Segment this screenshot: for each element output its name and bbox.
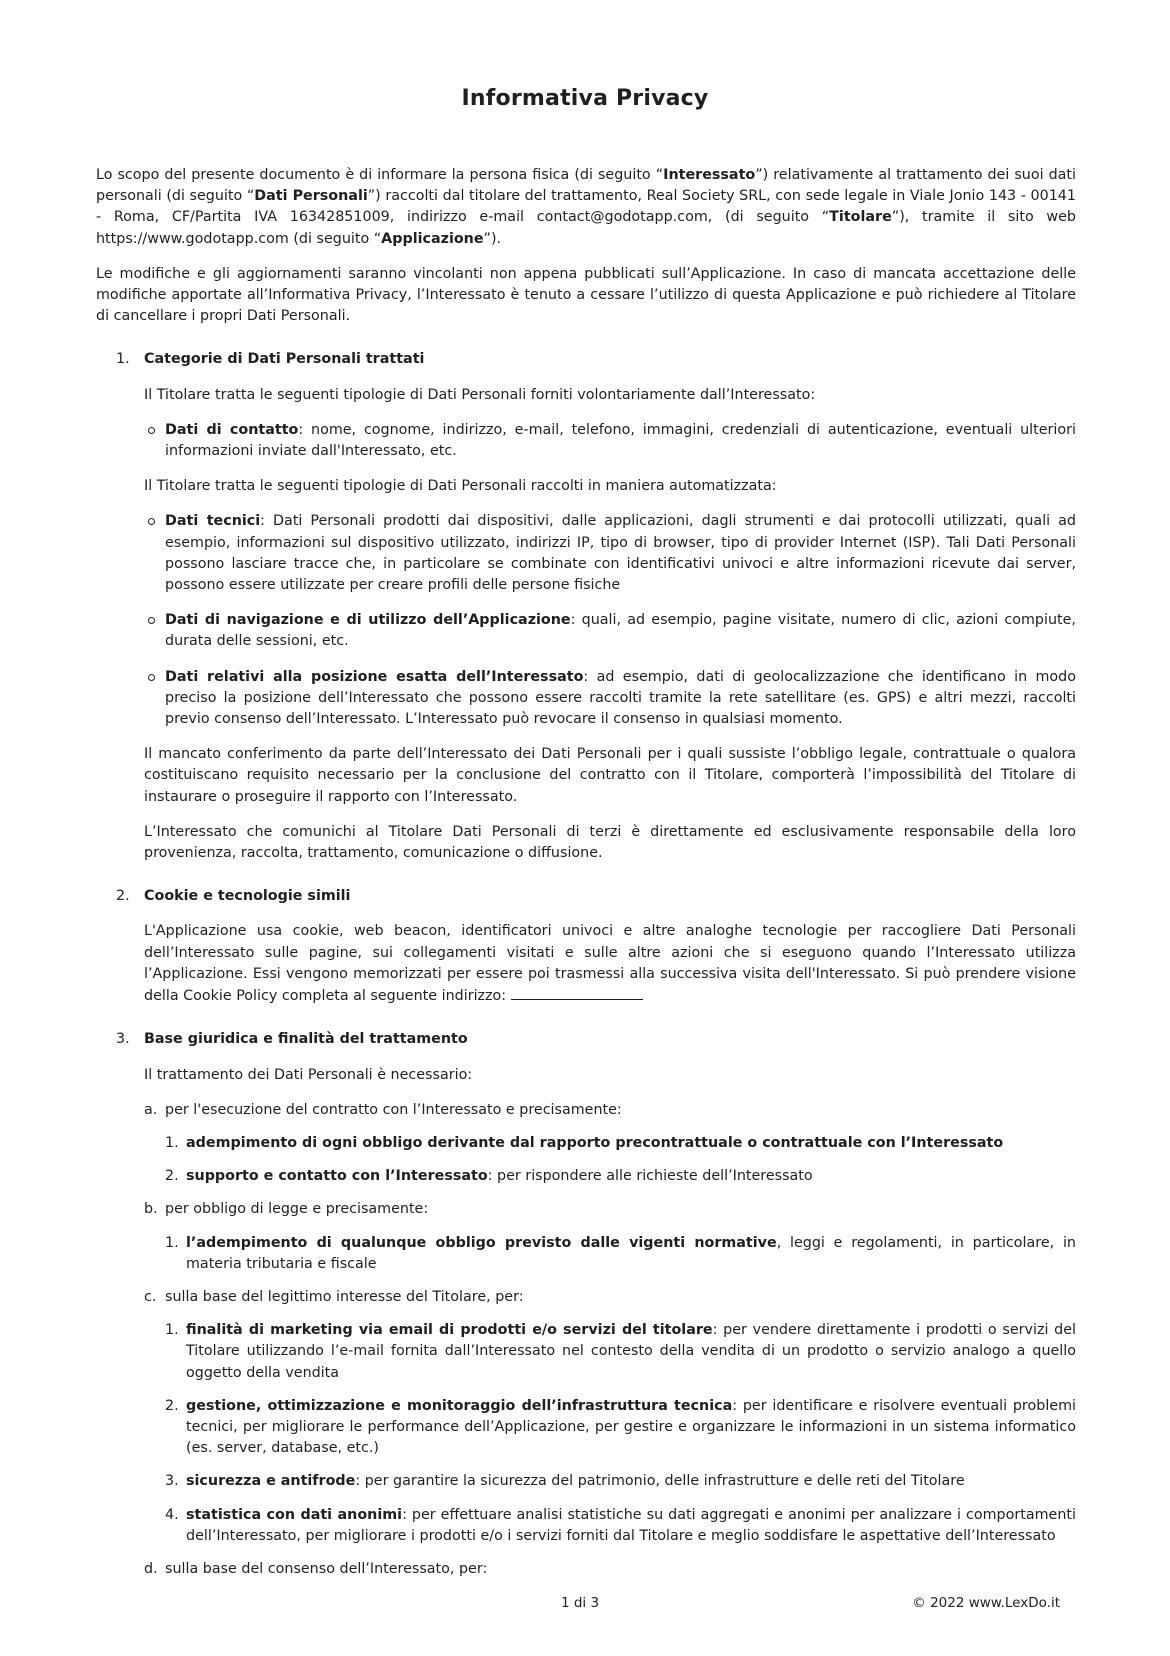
item-text: per obbligo di legge e precisamente: xyxy=(165,1201,429,1218)
item-text: sulla base del legittimo interesse del Titolare, per: xyxy=(165,1288,524,1305)
subitem-text: : per identificare e risolvere eventuali problemi tecnici, per migliorare le performance dell’Applicazione, per gestire e organizzare le informazioni in un sistema informatico (es. server, database, etc.) xyxy=(186,1397,1076,1457)
item-marker: 1. xyxy=(165,1234,179,1251)
section-paragraph: Il mancato conferimento da parte dell’Interessato dei Dati Personali per i quali sussiste l’obbligo legale, contrattuale o qualora costituiscano requisito necessario per la conclusione del contratto con il Titolare, comporterà l’impossibilità del Titolare di instaurare o proseguire il rapporto con l’Interessato. xyxy=(144,746,1076,805)
section-paragraph: L’Interessato che comunichi al Titolare Dati Personali di terzi è direttamente ed esclusivamente responsabile della loro provenienza, raccolta, trattamento, comunicazione o diffusione. xyxy=(144,823,1076,862)
lettered-item-d xyxy=(144,1559,1076,1580)
subitem-label: supporto e contatto con l’Interessato xyxy=(186,1168,488,1185)
item-marker: a. xyxy=(144,1101,158,1118)
subitem-label: finalità di marketing via email di prodotti e/o servizi del titolare xyxy=(186,1322,713,1339)
intro-term-dati-personali: Dati Personali xyxy=(254,188,368,205)
subitem-text: : per garantire la sicurezza del patrimonio, delle infrastrutture e delle reti del Titolare xyxy=(355,1473,965,1490)
subitem-label: gestione, ottimizzazione e monitoraggio dell’infrastruttura tecnica xyxy=(186,1397,733,1414)
item-marker: 2. xyxy=(165,1397,179,1414)
intro-paragraph-1 xyxy=(96,165,1076,250)
item-text: sulla base del consenso dell’Interessato, per: xyxy=(165,1560,488,1577)
lettered-item-c xyxy=(144,1287,1076,1547)
numbered-subitem xyxy=(165,1505,1076,1547)
subitem-label: statistica con dati anonimi xyxy=(186,1506,403,1523)
item-marker: d. xyxy=(144,1560,158,1577)
section-number: 1. xyxy=(116,351,130,368)
numbered-subitem xyxy=(165,1133,1076,1154)
section-paragraph xyxy=(144,921,1076,1007)
intro-text: ”). xyxy=(483,230,502,247)
item-marker: 3. xyxy=(165,1473,179,1490)
section-paragraph: Il Titolare tratta le seguenti tipologie di Dati Personali forniti volontariamente dall’Interessato: xyxy=(144,386,816,403)
cookie-policy-url-blank xyxy=(511,985,643,1000)
subitem-label: l’adempimento di qualunque obbligo previsto dalle vigenti normative xyxy=(186,1234,777,1251)
section-heading: Cookie e tecnologie simili xyxy=(144,888,351,905)
intro-term-interessato: Interessato xyxy=(663,167,756,183)
item-marker: c. xyxy=(144,1288,157,1305)
intro-text: ”), tramite il sito web https://www.godotapp.com (di seguito “ xyxy=(96,209,1076,247)
bullet-text: : quali, ad esempio, pagine visitate, numero di clic, azioni compiute, durata delle sessioni, etc. xyxy=(165,612,1076,650)
intro-term-applicazione: Applicazione xyxy=(381,230,484,247)
numbered-subitem xyxy=(165,1396,1076,1460)
section-number: 2. xyxy=(116,888,130,905)
numbered-subitem xyxy=(165,1166,1076,1187)
subitem-text: : per rispondere alle richieste dell’Interessato xyxy=(487,1168,813,1185)
lettered-item-b xyxy=(144,1199,1076,1275)
numbered-subitem xyxy=(165,1233,1076,1275)
bullet-item xyxy=(144,511,1076,596)
intro-term-titolare: Titolare xyxy=(829,209,892,226)
bullet-item xyxy=(144,610,1076,652)
item-marker: b. xyxy=(144,1201,158,1218)
bullet-item xyxy=(144,420,1076,462)
subitem-text: : per vendere direttamente i prodotti o servizi del Titolare utilizzando l’e-mail fornita dall’Interessato nel contesto della vendita di un prodotto o servizio analogo a quello oggetto della vendita xyxy=(186,1322,1076,1381)
subitem-text: : per effettuare analisi statistiche su dati aggregati e anonimi per analizzare i comportamenti dell’Interessato, per migliorare i prodotti e/o i servizi forniti dal Titolare e meglio soddisfare le aspettative dell’Interessato xyxy=(186,1506,1076,1544)
item-marker: 1. xyxy=(165,1322,179,1339)
page-number: 1 di 3 xyxy=(560,1595,600,1611)
bullet-label: Dati di contatto xyxy=(165,421,299,438)
bullet-label: Dati di navigazione e di utilizzo dell’Applicazione xyxy=(165,612,571,629)
item-text: per l'esecuzione del contratto con l’Interessato e precisamente: xyxy=(165,1101,622,1118)
subitem-label: sicurezza e antifrode xyxy=(186,1473,356,1490)
intro-text: ”) raccolti dal titolare del trattamento, Real Society SRL, con sede legale in Viale Jonio 143 - 00141 - Roma, CF/Partita IVA 16342851009, indirizzo e-mail contact@godotapp.com, (di seguito “ xyxy=(96,188,1076,226)
bullet-item xyxy=(144,667,1076,731)
section-heading: Categorie di Dati Personali trattati xyxy=(144,351,425,368)
lettered-item-a xyxy=(144,1100,1076,1188)
subitem-label: adempimento di ogni obbligo derivante dal rapporto precontrattuale o contrattuale con l’Interessato xyxy=(186,1134,1004,1151)
cookie-text: L'Applicazione usa cookie, web beacon, identificatori univoci e altre analoghe tecnologie per raccogliere Dati Personali dell’Interessato sulle pagine, sui collegamenti visitati e sulle altre azioni che si eseguono quando l’Interessato utilizza l’Applicazione. Essi vengono memorizzati per essere poi trasmessi alla successiva visita dell'Interessato. Si può prendere visione della Cookie Policy completa al seguente indirizzo: xyxy=(144,923,1076,1005)
section-2 xyxy=(96,886,1076,1007)
intro-text: ”) relativamente al trattamento dei suoi dati personali (di seguito “ xyxy=(96,167,1077,205)
item-marker: 1. xyxy=(165,1134,179,1151)
copyright-notice: © 2022 www.LexDo.it xyxy=(912,1595,1060,1611)
section-paragraph: Il trattamento dei Dati Personali è necessario: xyxy=(144,1066,473,1083)
document-body xyxy=(96,165,1076,1592)
subitem-text: , leggi e regolamenti, in particolare, in materia tributaria e fiscale xyxy=(186,1234,1076,1272)
section-number: 3. xyxy=(116,1031,130,1048)
intro-text: Lo scopo del presente documento è di informare la persona fisica (di seguito “ xyxy=(96,167,664,183)
bullet-text: : nome, cognome, indirizzo, e-mail, telefono, immagini, credenziali di autenticazione, eventuali ulteriori informazioni inviate dall'Interessato, etc. xyxy=(165,421,1076,460)
section-1 xyxy=(96,349,1076,864)
item-marker: 2. xyxy=(165,1168,179,1185)
item-marker: 4. xyxy=(165,1506,179,1523)
bullet-text: : Dati Personali prodotti dai dispositivi, dalle applicazioni, dagli strumenti e dai protocolli utilizzati, quali ad esempio, informazioni sul dispositivo utilizzato, indirizzi IP, tipo di browser, tipo di provider Internet (ISP). Tali Dati Personali possono lasciare tracce che, in particolare se combinate con identificativi univoci e altre informazioni ricevute dai server, possono essere utilizzate per creare profili delle persone fisiche xyxy=(165,513,1076,594)
numbered-subitem xyxy=(165,1471,1076,1492)
intro-paragraph-2: Le modifiche e gli aggiornamenti saranno vincolanti non appena pubblicati sull’Applicazione. In caso di mancata accettazione delle modifiche apportate all’Informativa Privacy, l’Interessato è tenuto a cessare l’utilizzo di questa Applicazione e può richiedere al Titolare di cancellare i propri Dati Personali. xyxy=(96,265,1076,325)
numbered-subitem xyxy=(165,1320,1076,1384)
bullet-label: Dati relativi alla posizione esatta dell’Interessato xyxy=(165,668,584,685)
section-3 xyxy=(96,1029,1076,1580)
section-heading: Base giuridica e finalità del trattamento xyxy=(144,1031,468,1048)
bullet-label: Dati tecnici xyxy=(165,513,261,530)
section-paragraph: Il Titolare tratta le seguenti tipologie di Dati Personali raccolti in maniera automatizzata: xyxy=(144,478,777,495)
bullet-text: : ad esempio, dati di geolocalizzazione che identificano in modo preciso la posizione dell’Interessato che possono essere raccolti tramite la rete satellitare (es. GPS) e altri mezzi, raccolti previo consenso dell’Interessato. L’Interessato può revocare il consenso in qualsiasi momento. xyxy=(165,668,1076,728)
page-title: Informativa Privacy xyxy=(461,86,709,111)
